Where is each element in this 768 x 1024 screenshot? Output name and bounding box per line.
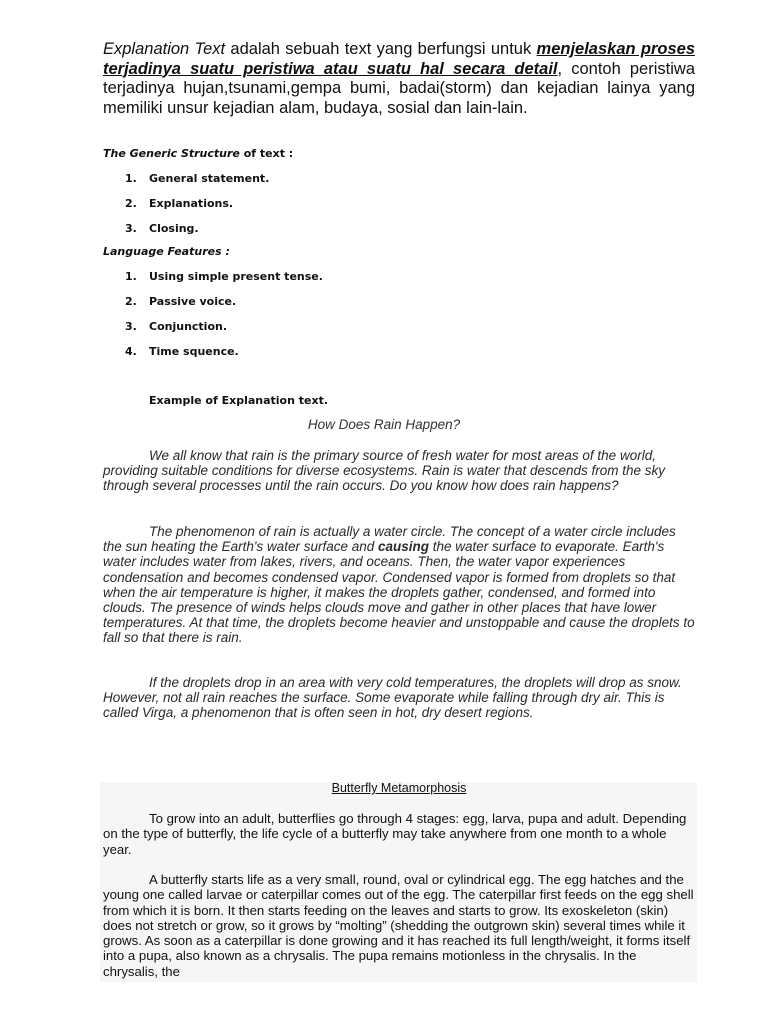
generic-structure-label: [103, 147, 293, 160]
butterfly-title: Butterfly Metamorphosis: [331, 781, 467, 795]
list-item: [125, 320, 323, 345]
language-features-label: [103, 245, 230, 258]
list-item-text: Conjunction.: [149, 320, 228, 333]
rain-paragraph-2-text-b: the water surface to evaporate. Earth's water includes water from lakes, rivers, and oceans. Then, the water vapor experiences condensation and becomes condensed vapor. Condensed vapor is formed from droplets so that when the air temperature is higher, it makes the droplets gather, condensed, and formed into clouds. The presence of winds helps clouds move and gather in other places that have lower temperatures. At that time, the droplets become heavier and unstoppable and cause the droplets to fall so that there is rain.: [103, 539, 695, 646]
butterfly-paragraph-2-text: A butterfly starts life as a very small, round, oval or cylindrical egg. The egg hatches and the young one called larvae or caterpillar comes out of the egg. The caterpillar first feeds on the egg shell from which it is born. It then starts feeding on the leaves and starts to grow. Its exoskeleton (skin) does not stretch or grow, so it grows by “molting” (shedding the outgrown skin) several times while it grows. As soon as a caterpillar is done growing and it has reached its full length/weight, it forms itself into a pupa, also known as a chrysalis. The pupa remains motionless in the chrysalis. In the chrysalis, the: [103, 872, 694, 979]
list-item-number: 2.: [125, 295, 137, 308]
intro-term: Explanation Text: [103, 40, 226, 58]
list-item-number: 4.: [125, 345, 137, 358]
rain-paragraph-2-text-a: The phenomenon of rain is actually a water circle. The concept of a water circle includes the sun heating the Earth's water surface and: [103, 524, 676, 555]
rain-paragraph-3-text: If the droplets drop in an area with very cold temperatures, the droplets will drop as snow. However, not all rain reaches the surface. Some evaporate while falling through dry air. This is called Virga, a phenomenon that is often seen in hot, dry desert regions.: [103, 675, 682, 721]
rain-paragraph-2-bold: causing: [378, 539, 430, 555]
list-item-text: Using simple present tense.: [149, 270, 323, 283]
butterfly-paragraph-1: [103, 811, 695, 857]
rain-title: How Does Rain Happen?: [307, 417, 461, 432]
intro-paragraph: [103, 40, 695, 118]
generic-structure-list: [125, 172, 269, 247]
butterfly-paragraph-1-text: To grow into an adult, butterflies go through 4 stages: egg, larva, pupa and adult. Depending on the type of butterfly, the life cycle of a butterfly may take anywhere from one month to a whole year.: [103, 811, 687, 857]
list-item-number: 1.: [125, 270, 137, 283]
list-item-text: Time squence.: [149, 345, 239, 358]
generic-structure-label-emph: The Generic Structure: [103, 147, 240, 160]
list-item-text: Passive voice.: [149, 295, 237, 308]
list-item-text: General statement.: [149, 172, 270, 185]
list-item: [125, 345, 323, 370]
list-item-text: Closing.: [149, 222, 199, 235]
list-item: [125, 295, 323, 320]
list-item: [125, 270, 323, 295]
butterfly-paragraph-2: [103, 872, 695, 979]
list-item: [125, 172, 269, 197]
rain-paragraph-3: [103, 675, 695, 721]
generic-structure-label-rest: of text :: [239, 147, 294, 160]
list-item-number: 3.: [125, 320, 137, 333]
intro-text-1: adalah sebuah text yang berfungsi untuk: [225, 40, 537, 58]
rain-paragraph-1-text: We all know that rain is the primary source of fresh water for most areas of the world, providing suitable conditions for diverse ecosystems. Rain is water that descends from the sky through several processes until the rain occurs. Do you know how does rain happens?: [103, 448, 666, 494]
language-features-list: [125, 270, 323, 370]
list-item-number: 1.: [125, 172, 137, 185]
list-item-number: 2.: [125, 197, 137, 210]
rain-paragraph-2: [103, 524, 695, 646]
language-features-label-text: Language Features :: [103, 245, 230, 258]
list-item: [125, 197, 269, 222]
intro-text-2: , contoh peristiwa terjadinya hujan,tsunami,gempa bumi, badai(storm) dan kejadian lainya yang memiliki unsur kejadian alam, budaya, sosial dan lain-lain.: [103, 59, 695, 117]
intro-emphasis: menjelaskan proses terjadinya suatu peristiwa atau suatu hal secara detail: [103, 40, 695, 78]
list-item: [125, 222, 269, 247]
list-item-text: Explanations.: [149, 197, 234, 210]
rain-paragraph-1: [103, 448, 695, 494]
example-label: Example of Explanation text.: [149, 394, 329, 407]
list-item-number: 3.: [125, 222, 137, 235]
